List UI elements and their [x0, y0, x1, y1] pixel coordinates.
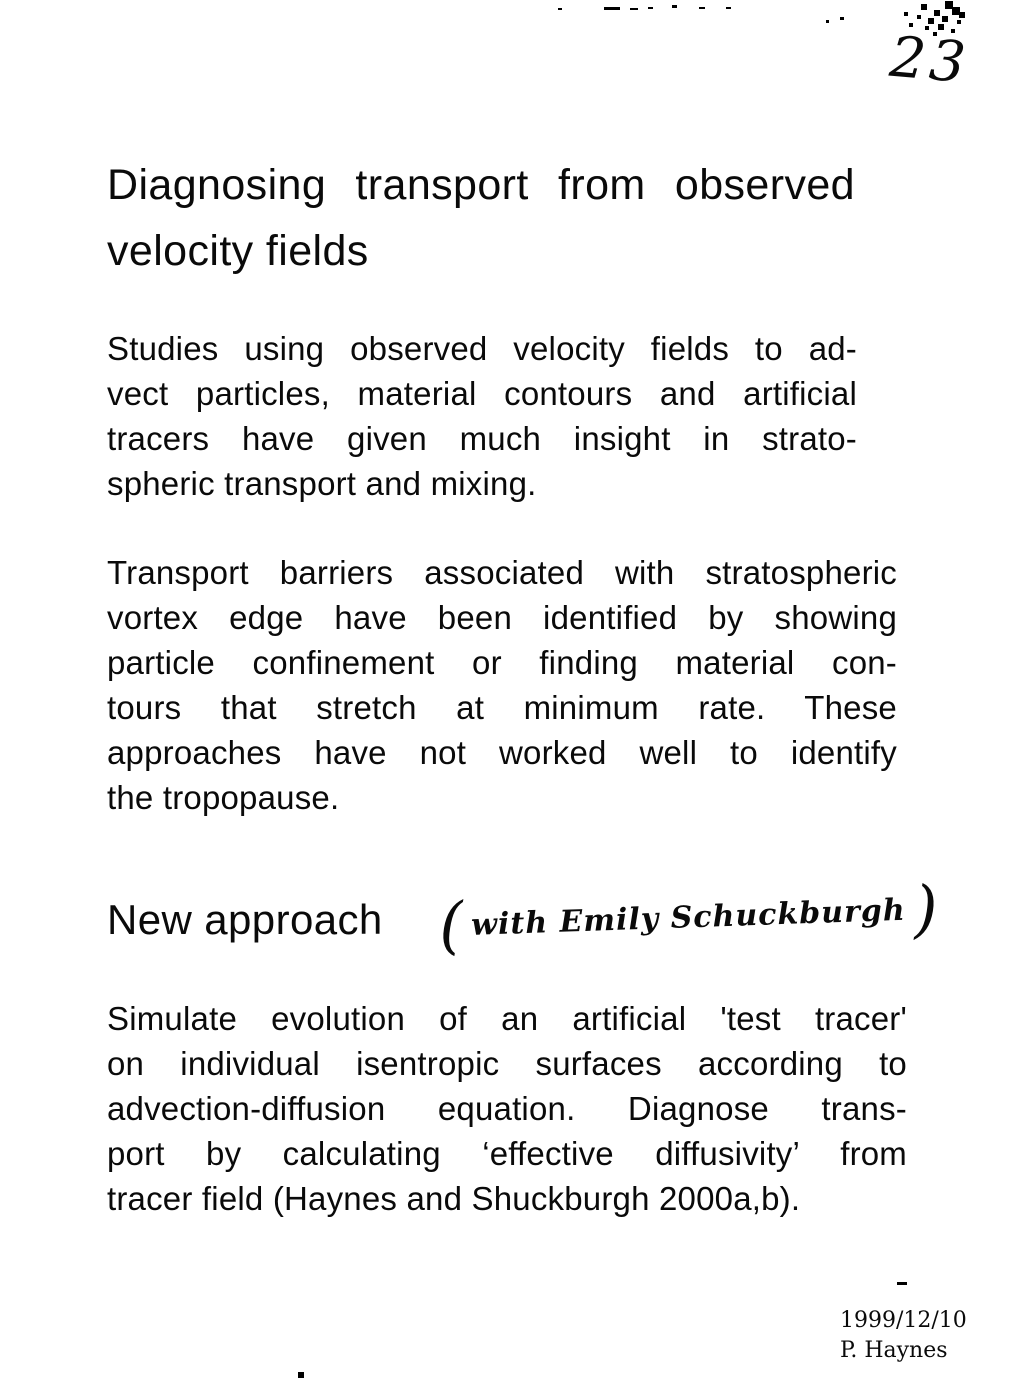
paragraph-simulate-evolution: [107, 996, 907, 1221]
text-line: port by calculating ‘effective diffusivity’ from: [107, 1135, 907, 1172]
ink-smudge: [0, 0, 2, 2]
text-line: approaches have not worked well to identify: [107, 734, 897, 771]
text-line: Studies using observed velocity fields to ad-: [107, 330, 857, 367]
scan-artifact-dash: [699, 7, 705, 9]
scan-artifact-dot: [826, 20, 829, 23]
scan-artifact-dash: [726, 7, 731, 9]
text-line: Transport barriers associated with stratospheric: [107, 554, 897, 591]
text-line: tours that stretch at minimum rate. These: [107, 689, 897, 726]
page-number-handwritten: 23: [887, 24, 972, 97]
text-line: velocity fields: [107, 227, 369, 275]
scan-artifact-dash: [604, 7, 620, 10]
text-line: Diagnosing transport from observed: [107, 161, 855, 209]
handwritten-annotation: [437, 871, 940, 962]
section-heading: New approach: [107, 896, 383, 943]
text-line: on individual isentropic surfaces according to: [107, 1045, 907, 1082]
scan-artifact-dash: [558, 8, 562, 10]
section-heading-row: [107, 871, 957, 962]
text-line: vortex edge have been identified by showing: [107, 599, 897, 636]
scan-artifact-dash: [672, 5, 677, 8]
scan-artifact-dot: [298, 1372, 304, 1378]
scan-artifact-dash: [897, 1282, 907, 1285]
text-line: tracers have given much insight in strato-: [107, 420, 857, 457]
text-line: vect particles, material contours and artificial: [107, 375, 857, 412]
text-line: tracer field (Haynes and Shuckburgh 2000a,b).: [107, 1180, 801, 1217]
annotation-text-handwritten: with Emily Schuckburgh: [470, 891, 907, 943]
scan-artifact-dot: [840, 17, 844, 20]
footer-credit: [840, 1306, 967, 1366]
paragraph-transport-barriers: [107, 550, 897, 820]
open-paren-handwritten: (: [437, 887, 465, 962]
text-line: the tropopause.: [107, 779, 340, 816]
text-line: advection-diffusion equation. Diagnose trans-: [107, 1090, 907, 1127]
paragraph-studies: [107, 326, 857, 506]
text-line: Simulate evolution of an artificial 'test tracer': [107, 1000, 907, 1037]
footer-date: 1999/12/10: [840, 1308, 967, 1333]
close-paren-handwritten: ): [912, 871, 940, 946]
footer-author: P. Haynes: [840, 1338, 948, 1363]
text-line: particle confinement or finding material con-: [107, 644, 897, 681]
scan-artifact-dash: [648, 7, 653, 9]
page-title: [107, 152, 855, 284]
scan-artifact-dash: [630, 8, 638, 10]
text-line: spheric transport and mixing.: [107, 465, 537, 502]
